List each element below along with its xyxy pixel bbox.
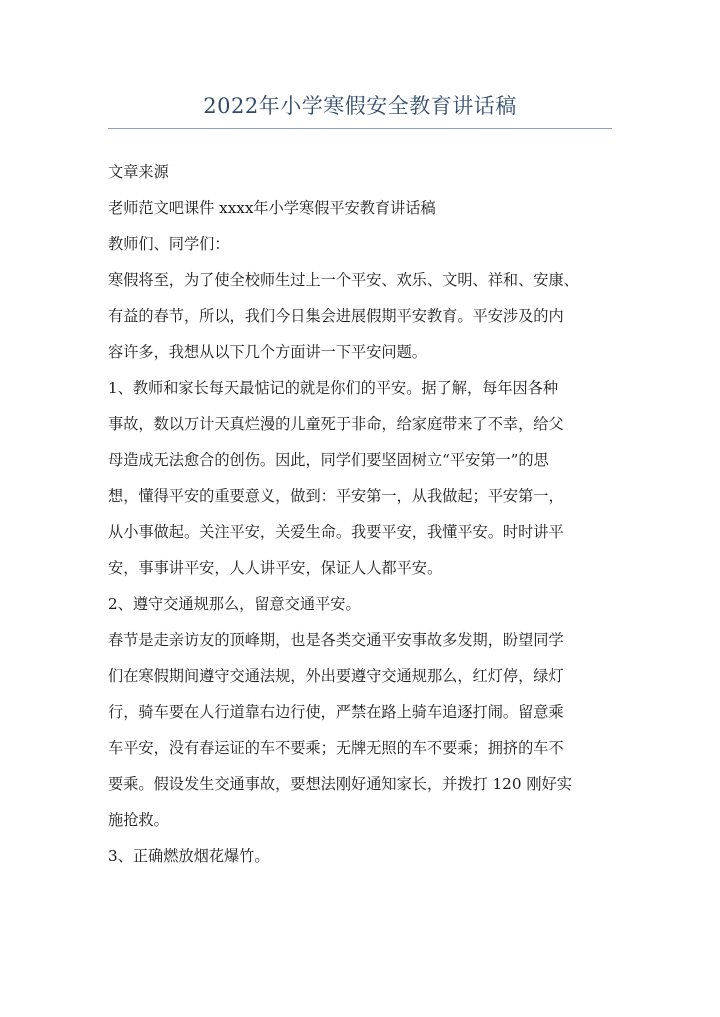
paragraph-line: 们在寒假期间遵守交通法规，外出要遵守交通规那么，红灯停，绿灯 bbox=[108, 667, 564, 685]
section-heading: 3、正确燃放烟花爆竹。 bbox=[108, 847, 270, 865]
paragraph-line: 施抢救。 bbox=[108, 811, 169, 829]
paragraph-line: 容许多，我想从以下几个方面讲一下平安问题。 bbox=[108, 343, 427, 361]
paragraph-line: 春节是走亲访友的顶峰期，也是各类交通平安事故多发期，盼望同学 bbox=[108, 631, 564, 649]
paragraph-line: 行，骑车要在人行道靠右边行使，严禁在路上骑车追逐打闹。留意乘 bbox=[108, 703, 564, 721]
paragraph-line: 从小事做起。关注平安，关爱生命。我要平安，我懂平安。时时讲平 bbox=[108, 523, 564, 541]
document-title: 2022年小学寒假安全教育讲话稿 bbox=[203, 94, 517, 118]
document-body bbox=[108, 154, 616, 874]
paragraph-line: 要乘。假设发生交通事故，要想法刚好通知家长，并拨打 120 刚好实 bbox=[108, 775, 572, 793]
paragraph-line: 安，事事讲平安，人人讲平安，保证人人都平安。 bbox=[108, 559, 443, 577]
paragraph-line: 车平安，没有春运证的车不要乘；无牌无照的车不要乘；拥挤的车不 bbox=[108, 739, 564, 757]
paragraph-line: 想，懂得平安的重要意义，做到：平安第一，从我做起；平安第一， bbox=[108, 487, 564, 505]
title-divider bbox=[108, 128, 612, 129]
source-label: 文章来源 bbox=[108, 163, 169, 181]
paragraph-line: 事故，数以万计天真烂漫的儿童死于非命，给家庭带来了不幸，给父 bbox=[108, 415, 564, 433]
paragraph-line: 母造成无法愈合的创伤。因此，同学们要坚固树立“平安第一”的思 bbox=[108, 451, 549, 469]
paragraph-line: 寒假将至，为了使全校师生过上一个平安、欢乐、文明、祥和、安康、 bbox=[108, 271, 579, 289]
salutation: 教师们、同学们： bbox=[108, 235, 230, 253]
paragraph-line: 1、教师和家长每天最惦记的就是你们的平安。据了解，每年因各种 bbox=[108, 379, 559, 397]
source-line: 老师范文吧课件 xxxx年小学寒假平安教育讲话稿 bbox=[108, 199, 436, 217]
section-heading: 2、遵守交通规那么，留意交通平安。 bbox=[108, 595, 361, 613]
paragraph-line: 有益的春节，所以，我们今日集会进展假期平安教育。平安涉及的内 bbox=[108, 307, 564, 325]
